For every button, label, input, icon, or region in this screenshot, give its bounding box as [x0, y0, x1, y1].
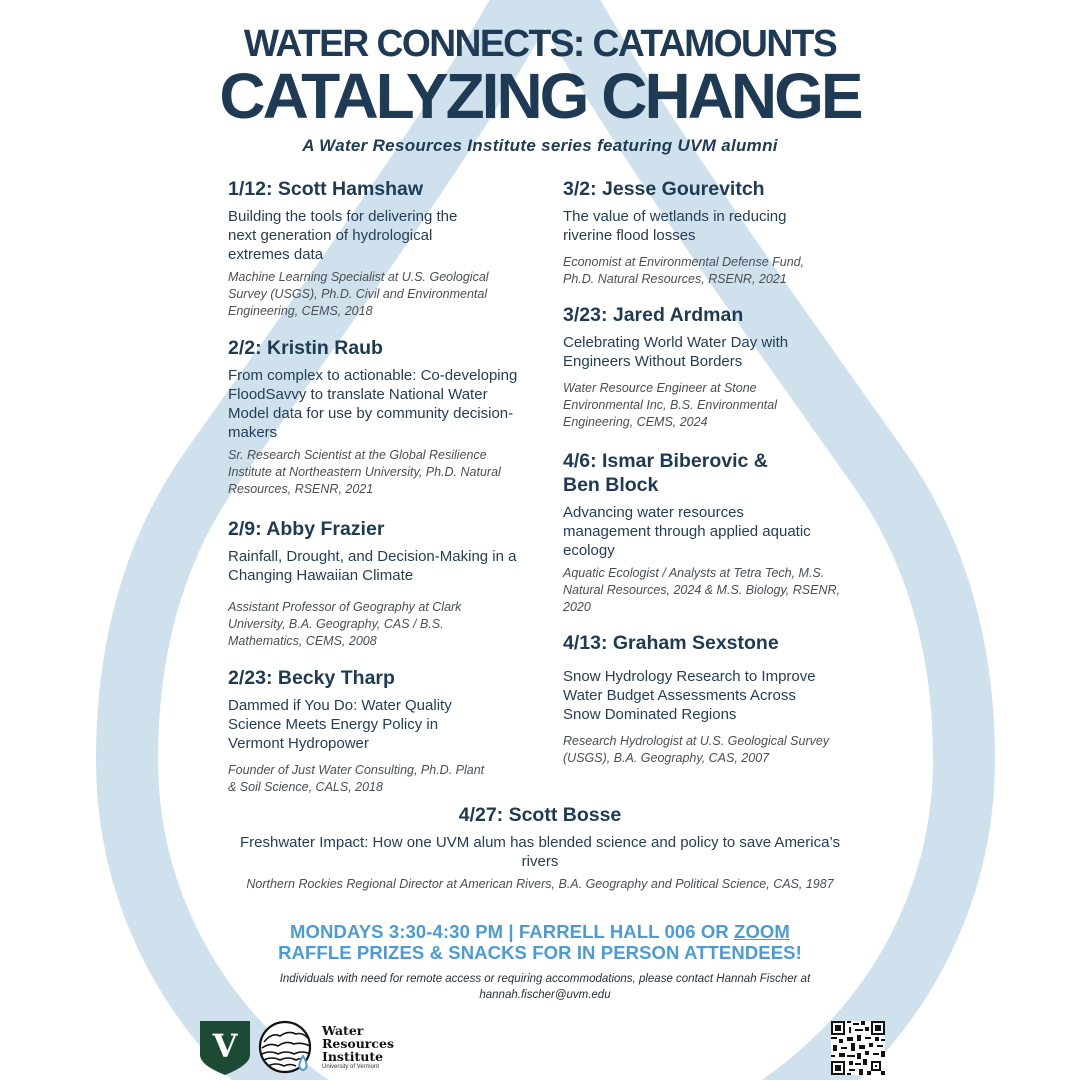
- talk-bio: Machine Learning Specialist at U.S. Geological Survey (USGS), Ph.D. Civil and Environmental Engineering, CEMS, 2018: [228, 270, 489, 318]
- talk-bio: Water Resource Engineer at Stone Environmental Inc, B.S. Environmental Engineering, CEMS, 2024: [563, 381, 777, 429]
- wri-circle-logo-icon: [258, 1020, 314, 1076]
- talk-bio: Aquatic Ecologist / Analysts at Tetra Tech, M.S. Natural Resources, 2024 & M.S. Biology, RSENR, 2020: [563, 566, 840, 614]
- talk-topic: Dammed if You Do: Water Quality Science Meets Energy Policy in Vermont Hydropower: [228, 697, 452, 752]
- talk-topic: Building the tools for delivering the next generation of hydrological extremes data: [228, 208, 458, 263]
- wri-line-3: Institute: [322, 1049, 384, 1064]
- talk-topic: The value of wetlands in reducing riverine flood losses: [563, 208, 787, 244]
- talk-item: [228, 666, 518, 796]
- svg-text:V: V: [212, 1027, 238, 1065]
- accessibility-text: Individuals with need for remote access or requiring accommodations, please contact Hannah Fischer at: [279, 973, 811, 985]
- talk-heading: 2/9: Abby Frazier: [228, 518, 385, 540]
- talk-heading: 4/6: Ismar Biberovic & Ben Block: [563, 450, 768, 496]
- talk-item: [563, 449, 853, 616]
- title-line-2: CATALYZING CHANGE: [219, 60, 861, 132]
- zoom-link[interactable]: ZOOM: [734, 921, 790, 942]
- schedule-time-location: MONDAYS 3:30-4:30 PM | FARRELL HALL 006 OR: [290, 921, 735, 942]
- talk-topic: Advancing water resources management through applied aquatic ecology: [563, 504, 811, 559]
- talk-topic: Celebrating World Water Day with Engineers Without Borders: [563, 334, 789, 370]
- schedule-line-2: RAFFLE PRIZES & SNACKS FOR IN PERSON ATTENDEES!: [278, 942, 802, 963]
- talk-topic: From complex to actionable: Co-developing FloodSavvy to translate National Water Model data for use by community decision-makers: [228, 367, 518, 441]
- talk-topic: Rainfall, Drought, and Decision-Making in a Changing Hawaiian Climate: [228, 548, 517, 584]
- talk-item-final: [200, 803, 880, 893]
- talk-heading: 3/2: Jesse Gourevitch: [563, 178, 765, 200]
- title-line-1: WATER CONNECTS: CATAMOUNTS: [243, 23, 837, 65]
- schedule-info: [0, 921, 1080, 963]
- footer-logos: [200, 1020, 394, 1076]
- talk-bio: Sr. Research Scientist at the Global Resilience Institute at Northeastern University, Ph.D. Natural Resources, RSENR, 2021: [228, 448, 501, 496]
- wri-line-1: Water: [322, 1023, 364, 1038]
- talk-heading: 1/12: Scott Hamshaw: [228, 178, 424, 200]
- talk-item: [563, 177, 853, 288]
- talk-heading: 2/23: Becky Tharp: [228, 667, 395, 689]
- talk-item: [228, 177, 518, 320]
- talk-item: [228, 517, 518, 650]
- talk-bio: Economist at Environmental Defense Fund, Ph.D. Natural Resources, RSENR, 2021: [563, 255, 805, 286]
- talk-heading: 3/23: Jared Ardman: [563, 304, 744, 326]
- talk-bio: Northern Rockies Regional Director at American Rivers, B.A. Geography and Political Science, CAS, 1987: [246, 877, 834, 891]
- qr-code-icon[interactable]: [831, 1021, 885, 1075]
- wri-line-2: Resources: [322, 1036, 394, 1051]
- talk-item: [563, 631, 853, 767]
- talk-bio: Assistant Professor of Geography at Clark University, B.A. Geography, CAS / B.S. Mathematics, CEMS, 2008: [228, 600, 462, 648]
- talk-topic: Freshwater Impact: How one UVM alum has blended science and policy to save America’s rivers: [240, 834, 841, 870]
- talk-bio: Research Hydrologist at U.S. Geological Survey (USGS), B.A. Geography, CAS, 2007: [563, 734, 830, 765]
- accessibility-note: [250, 972, 840, 1003]
- talk-item: [228, 336, 518, 498]
- talk-heading: 2/2: Kristin Raub: [228, 337, 383, 359]
- uvm-shield-icon: [200, 1021, 250, 1075]
- contact-email[interactable]: hannah.fischer@uvm.edu: [479, 988, 611, 1001]
- wri-wordmark: [322, 1024, 394, 1072]
- talk-heading: 4/13: Graham Sexstone: [563, 632, 779, 654]
- schedule-line-1: [0, 921, 1080, 942]
- talk-topic: Snow Hydrology Research to Improve Water Budget Assessments Across Snow Dominated Regions: [563, 668, 816, 723]
- talk-bio: Founder of Just Water Consulting, Ph.D. Plant & Soil Science, CALS, 2018: [228, 763, 485, 794]
- wri-university: University of Vermont: [322, 1064, 380, 1070]
- subtitle: A Water Resources Institute series featuring UVM alumni: [302, 136, 778, 155]
- talk-item: [563, 303, 853, 431]
- talk-heading: 4/27: Scott Bosse: [458, 804, 622, 826]
